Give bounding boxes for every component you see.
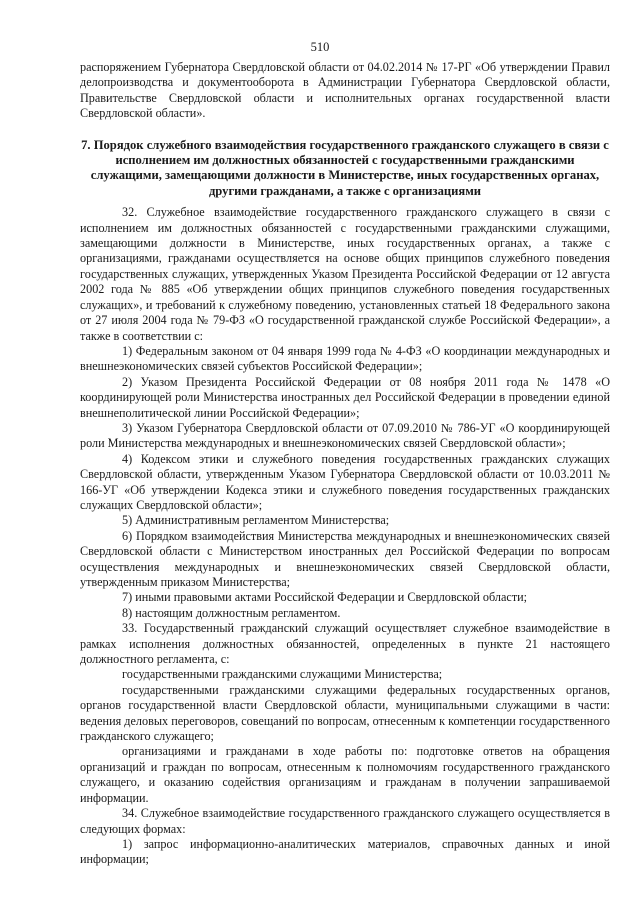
list-item-1: 1) Федеральным законом от 04 января 1999 года № 4-ФЗ «О координации международных и внешнеэкономических связей субъектов Российской Федерации»;	[80, 343, 610, 374]
list-item-5: 5) Административным регламентом Министерства;	[122, 513, 390, 528]
list-item-4: 4) Кодексом этики и служебного поведения государственных гражданских служащих Свердловской области, утвержденным Указом Губернатора Свердловской области от 10.03.2011 № 166-УГ «Об утверждении Кодекса этики и служебного поведения государственных гражданских служащих Свердловской области»;	[80, 451, 610, 512]
list-item-8: 8) настоящим должностным регламентом.	[122, 605, 341, 620]
page-number: 510	[310, 40, 330, 54]
interaction-organizations: организациями и гражданами в ходе работы по: подготовке ответов на обращения организаций и граждан по вопросам, отнесенным к полномочиям государственного гражданского служащего, и оказанию содействия организациям и гражданам в получении запрашиваемой информации.	[80, 744, 610, 805]
paragraph-33: 33. Государственный гражданский служащий осуществляет служебное взаимодействие в рамках исполнения должностных обязанностей, определенных в пункте 21 настоящего должностного регламента, с:	[80, 621, 610, 667]
list-item-2: 2) Указом Президента Российской Федерации от 08 ноября 2011 года № 1478 «О координирующей роли Министерства иностранных дел Российской Федерации в проведении единой внешнеполитической линии Российской Федерации»;	[80, 374, 610, 420]
list-item-6: 6) Порядком взаимодействия Министерства международных и внешнеэкономических связей Свердловской области с Министерством иностранных дел Российской Федерации по вопросам осуществления международных и внешнеэкономических связей Свердловской области, утвержденным приказом Министерства;	[80, 528, 610, 589]
paragraph-32: 32. Служебное взаимодействие государственного гражданского служащего в связи с исполнением им должностных обязанностей с государственными гражданскими служащими, замещающими должности в Министерстве, иных государственных органах, а также с организациями, гражданами осуществляется на основе общих принципов служебного поведения государственных служащих, утвержденных Указом Президента Российской Федерации от 12 августа 2002 года № 885 «Об утверждении общих принципов служебного поведения государственных служащих», и требований к служебному поведению, установленных статьей 18 Федерального закона от 27 июля 2004 года № 79-ФЗ «О государственной гражданской службе Российской Федерации», а также в соответствии с:	[80, 205, 610, 343]
interaction-state-bodies: государственными гражданскими служащими федеральных государственных органов, органов государственной власти Свердловской области, муниципальными служащими в части: ведения деловых переговоров, совещаний по вопросам, отнесенным к компетенции государственного гражданского служащего;	[80, 682, 610, 744]
list-item-3: 3) Указом Губернатора Свердловской области от 07.09.2010 № 786-УГ «О координирующей роли Министерства международных и внешнеэкономических связей Свердловской области»;	[80, 420, 610, 451]
document-body	[80, 60, 610, 868]
section-heading: 7. Порядок служебного взаимодействия государственного гражданского служащего в связи с исполнением им должностных обязанностей с государственными гражданскими служащими, замещающими должности в Министерстве, иных государственных органах, другими гражданами, а также с организациями	[81, 137, 609, 198]
intro-paragraph: распоряжением Губернатора Свердловской области от 04.02.2014 № 17-РГ «Об утверждении Правил делопроизводства и документооборота в Администрации Губернатора Свердловской области, Правительстве Свердловской области и исполнительных органах государственной власти Свердловской области».	[80, 60, 610, 121]
interaction-ministry: государственными гражданскими служащими Министерства;	[122, 667, 443, 682]
form-item-1: 1) запрос информационно-аналитических материалов, справочных данных и иной информации;	[80, 836, 610, 867]
list-item-7: 7) иными правовыми актами Российской Федерации и Свердловской области;	[122, 590, 528, 605]
paragraph-34: 34. Служебное взаимодействие государственного гражданского служащего осуществляется в следующих формах:	[80, 806, 610, 836]
